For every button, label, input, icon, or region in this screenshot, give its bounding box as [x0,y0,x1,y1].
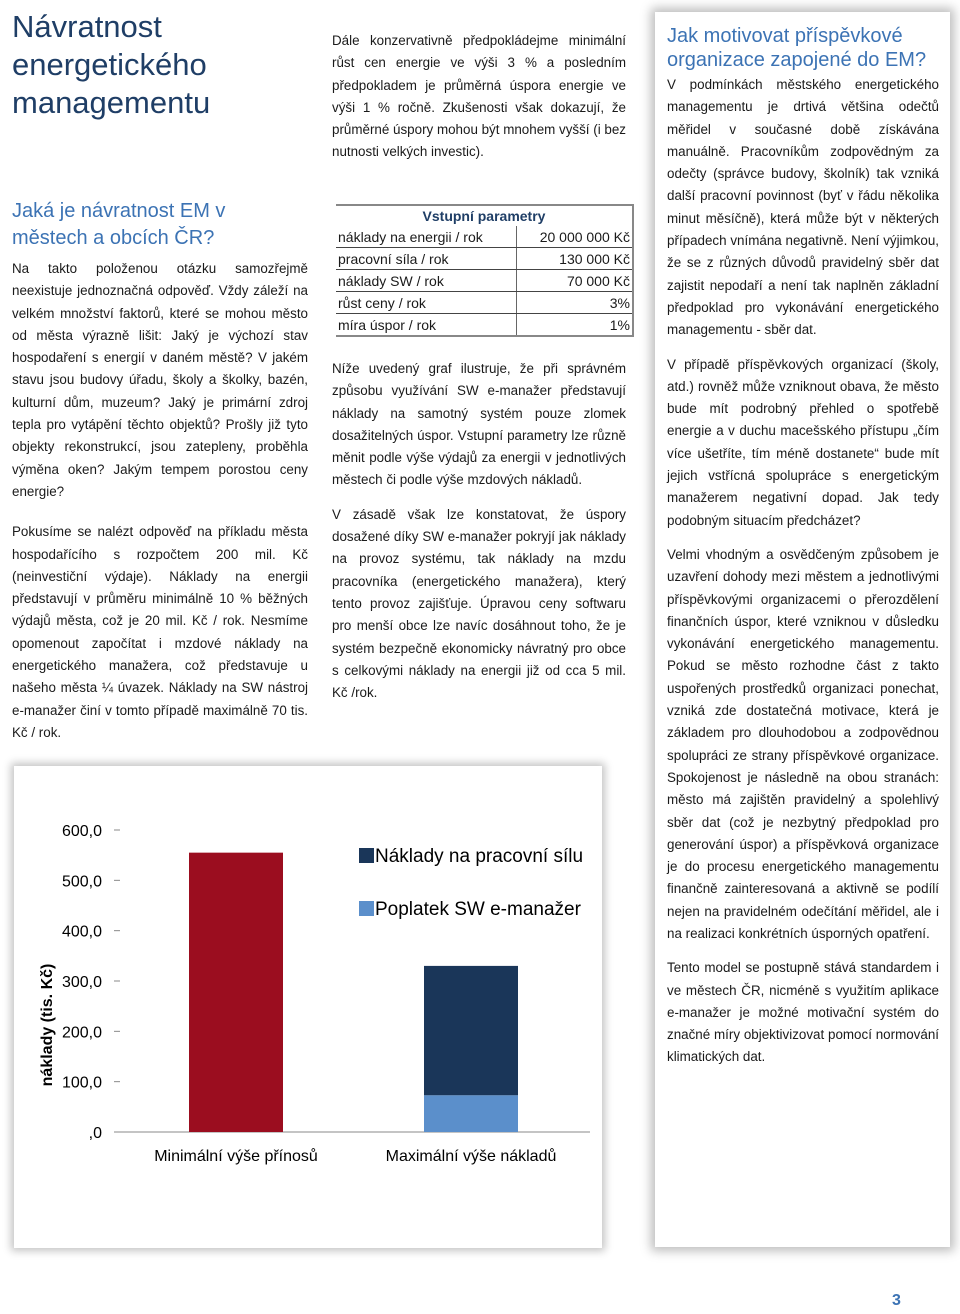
bar-segment [424,966,518,1095]
left-column [12,8,308,754]
y-tick-label: 600,0 [61,823,102,840]
right-column [667,24,939,1079]
middle-paragraph-1: Dále konzervativně předpokládejme minimální růst cen energie ve výši 3 % a posledním předpokladem je průměrná úspora energie ve výši 1 % ročně. Zkušenosti však dokazují, že průměrné úspory mohou být mnohem vyšší (i bez nutnosti velkých investic). [332,33,626,160]
table-cell-label: pracovní síla / rok [336,248,517,270]
middle-column [332,30,626,164]
legend-swatch [359,848,374,863]
bar-savings [189,853,283,1132]
legend-label: Náklady na pracovní sílu [375,846,584,867]
page-number: 3 [892,1292,901,1309]
table-cell-label: míra úspor / rok [336,314,517,337]
table-cell-value: 3% [517,292,633,314]
middle-column-lower [332,358,626,714]
table-header: Vstupní parametry [336,205,633,226]
legend-swatch [359,901,374,916]
y-axis-label: náklady (tis. Kč) [39,963,56,1087]
cost-benefit-chart [14,766,602,1248]
y-tick-label: 100,0 [61,1074,102,1092]
table-row [336,248,633,270]
middle-paragraph-3: V zásadě však lze konstatovat, že úspory dosažené díky SW e-manažer pokryjí jak náklady na provoz systému, tak náklady na mzdu pracovníka (energetického manažera), který tento provoz zajišťuje. Úpravou ceny softwaru pro menší obce lze navíc dosáhnout toho, že je systém bezpečně ekonomicky návratný pro obce s celkovými náklady na energii již od cca 5 mil. Kč /rok. [332,506,626,701]
y-tick-label: ,0 [88,1125,102,1142]
right-paragraph-4: Tento model se postupně stává standardem i ve městech ČR, nicméně s využitím aplikace e-manažer je možné motivační systém do značné míry objektivizovat pomocí normování klimatických dat. [667,960,939,1065]
table-header-row [336,205,633,226]
page-title: Návratnost energetického managementu [12,9,211,120]
table-cell-value: 20 000 000 Kč [517,226,633,248]
middle-paragraph-2: Níže uvedený graf ilustruje, že při správném způsobu využívání SW e-manažer představují náklady na samotný systém pouze zlomek dosažitelných úspor. Vstupní parametry lze různě měnit podle výše výdajů za energii v jednotlivých městech či podle výše mzdových nákladů. [332,361,626,488]
chart-bars [189,853,518,1132]
section-heading-motivation: Jak motivovat příspěvkové organizace zapojené do EM? [667,25,927,71]
y-tick-label: 200,0 [61,1024,102,1042]
y-axis-ticks [62,823,120,1142]
right-paragraph-2: V případě příspěvkových organizací (školy, atd.) rovněž může vzniknout obava, že město bude mít podrobný přehled o spotřebě energie a v duchu macešského přístupu „čím více ušetříte, tím méně dostanete“ bude mít jejich vstřícná spolupráce s energetickým manažerem negativní dopad. Jak tedy podobným situacím předcházet? [667,356,939,528]
left-paragraph-2: Pokusíme se nalézt odpověď na příkladu města hospodařícího s rozpočtem 200 mil. Kč (neinvestiční výdaje). Náklady na energii představují v průměru minimálně 10 % běžných výdajů města, což je 20 mil. Kč / rok. Nesmíme opomenout započítat i mzdové náklady na energetického manažera, což představuje u našeho města ¼ úvazek. Náklady na SW nástroj e-manažer činí v tomto případě maximálně 70 tis. Kč / rok. [12,524,308,740]
legend-label: Poplatek SW e-manažer [375,899,581,920]
table-row [336,270,633,292]
input-parameters-table [336,204,634,337]
right-paragraph-1: V podmínkách městského energetického managementu je drtivá většina odečtů měřidel v současné době získávána manuálně. Pracovníkům zodpovědným za odečty (správce budovy, školník) tak vzniká další pracovní povinnost (byť v řádu několika minut měsíčně), která může být v některých případech vnímána negativně. Není výjimkou, že se z různých důvodů pravidelný sběr dat zajistit nepodaří a není tak naplněn základní předpoklad pro vykonávání energetického managementu - sběr dat. [667,77,939,338]
y-tick-label: 400,0 [61,923,102,941]
table-cell-label: náklady SW / rok [336,270,517,292]
x-tick-label: Minimální výše přínosů [154,1148,318,1165]
table-cell-label: růst ceny / rok [336,292,517,314]
section-heading-return: Jaká je návratnost EM v městech a obcích ČR? [12,200,226,249]
table-row [336,314,633,337]
x-tick-label: Maximální výše nákladů [385,1148,557,1165]
y-tick-label: 300,0 [61,974,102,991]
left-paragraph-1: Na takto položenou otázku samozřejmě neexistuje jednoznačná odpověď. Vždy záleží na velkém množství faktorů, které se mohou město od města výrazně lišit: Jaký je výchozí stav hospodaření s energií v daném městě? V jakém stavu jsou budovy úřadu, školy a školky, bazén, kulturní dům, muzeum? Jaký je primární zdroj tepla pro vytápění těchto objektů? Prošly již tyto objekty rekonstrukcí, jsou zatepleny, proběhla výměna oken? Jakým tempem porostou ceny energie? [12,261,308,499]
table-cell-value: 130 000 Kč [517,248,633,270]
table-row [336,292,633,314]
bar-segment [424,1095,518,1132]
table-cell-value: 70 000 Kč [517,270,633,292]
chart-svg [14,766,602,1248]
chart-legend [359,846,583,920]
table-row [336,226,633,248]
table-cell-label: náklady na energii / rok [336,226,517,248]
y-tick-label: 500,0 [61,873,102,891]
right-paragraph-3: Velmi vhodným a osvědčeným způsobem je uzavření dohody mezi městem a jednotlivými příspěvkovými organizacemi o přerozdělení finančních úspor, které vzniknou v důsledku vykonávání energetického managementu. Pokud se město rozhodne část z takto uspořených prostředků organizaci ponechat, vzniká zde dostatečná motivace, která je základem pro dlouhodobou a zodpovědnou spolupráci ze strany příspěvkové organizace. Spokojenost je následně na obou stranách: město má zajištěn pravidelný a spolehlivý sběr dat (což je nezbytný předpoklad pro generování úspor) a příspěvková organizace je do procesu energetického managementu finančně zainteresovaná a aktivně se podílí nejen na pravidelném odečítání měřidel, ale i na realizaci konkrétních úsporných opatření. [667,546,939,941]
x-axis-labels [154,1147,556,1165]
table-cell-value: 1% [517,314,633,337]
